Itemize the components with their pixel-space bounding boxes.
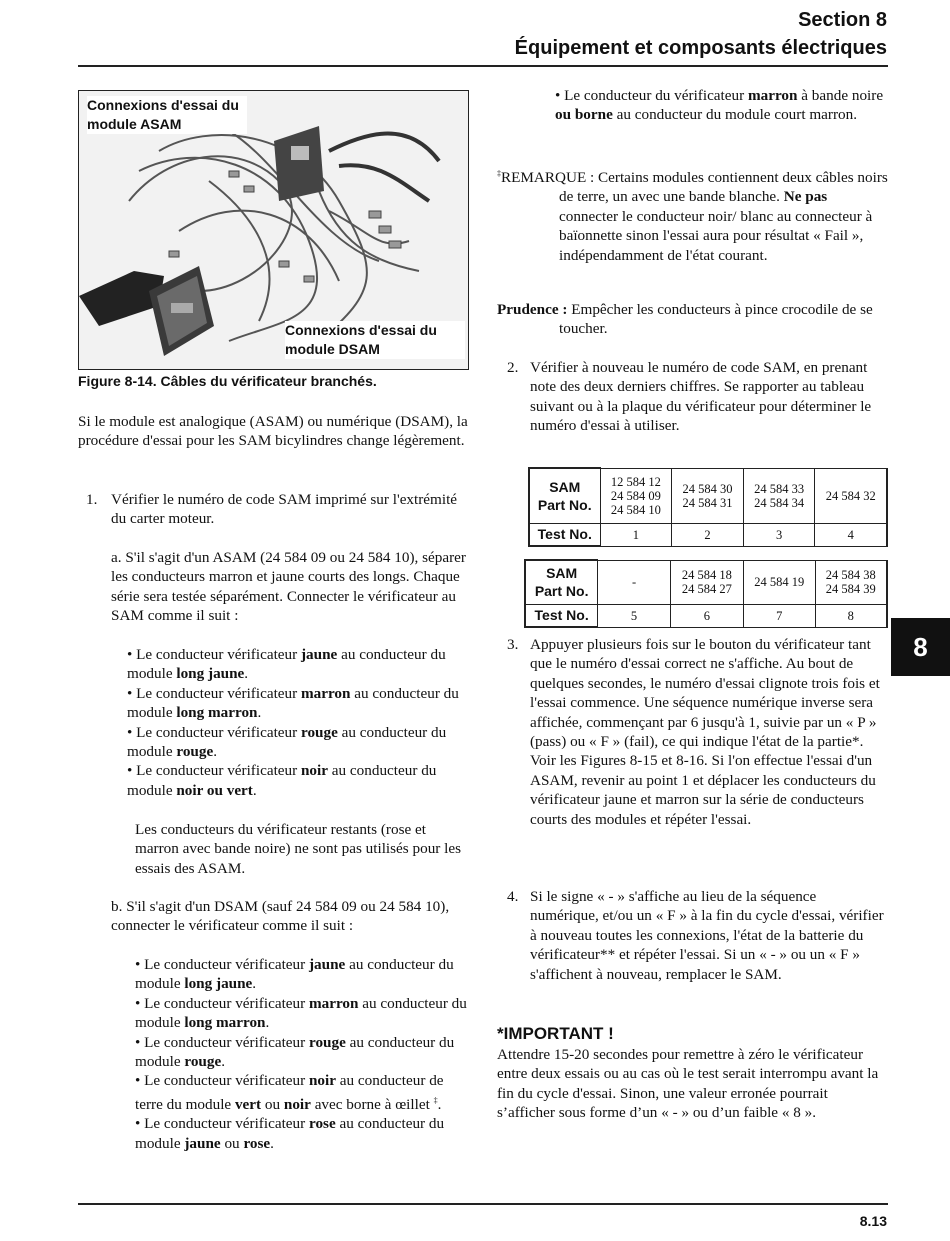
test-cell: 7 xyxy=(744,604,815,627)
dsam-bullet: • Le conducteur vérificateur marron au conducteur du module long marron. xyxy=(135,994,467,1032)
test-cell: 2 xyxy=(672,523,744,546)
test-cell: 8 xyxy=(815,604,887,627)
step2-text: Vérifier à nouveau le numéro de code SAM, en prenant note des deux derniers chiffres. Se rapporter au tableau suivant ou à la plaque du vérificateur pour déterminer le numéro d'essai à utiliser. xyxy=(530,359,872,435)
step4-number: 4. xyxy=(507,888,519,905)
step2-number: 2. xyxy=(507,359,519,376)
page-number: 8.13 xyxy=(859,1213,887,1229)
dsam-bullet: • Le conducteur vérificateur rouge au conducteur du module rouge. xyxy=(135,1033,455,1071)
prudence-note: Prudence : Empêcher les conducteurs à pince crocodile de se toucher. xyxy=(497,301,873,338)
remarque-note: ‡REMARQUE : Certains modules contiennent deux câbles noirs de terre, un avec une bande blanche. Ne pas connecter le conducteur noir/ blanc au connecteur à baïonnette sinon l'essai aura pour résultat « Fail », indépendamment de l'état courant. xyxy=(497,169,888,264)
section-tab: 8 xyxy=(891,618,950,676)
label-asam: Connexions d'essai du module ASAM xyxy=(87,96,247,134)
test-cell: 1 xyxy=(600,523,672,546)
section-number: Section 8 xyxy=(798,9,887,31)
label-dsam: Connexions d'essai du module DSAM xyxy=(285,321,465,359)
marron-bullet: • Le conducteur du vérificateur marron à bande noire ou borne au conducteur du module court marron. xyxy=(555,87,884,124)
step3-number: 3. xyxy=(507,636,519,653)
sam-table-2 xyxy=(524,559,888,628)
part-cell: 24 584 32 xyxy=(815,468,887,523)
step1-text: Vérifier le numéro de code SAM imprimé sur l'extrémité du carter moteur. xyxy=(111,491,458,528)
page-header xyxy=(515,6,887,62)
figure-photo xyxy=(78,90,469,370)
section-title: Équipement et composants électriques xyxy=(514,37,887,59)
step4-text: Si le signe « - » s'affiche au lieu de la séquence numérique, et/ou un « F » à la fin du cycle d'essai, vérifier à nouveau toutes les connexions, l'état de la batterie du vérificateur** et répéter l'essai. Si un « - » ou un « F » s'affichent à nouveau, remplacer le SAM. xyxy=(530,888,884,983)
step1a-text: a. S'il s'agit d'un ASAM (24 584 09 ou 24 584 10), séparer les conducteurs marron et jaune courts des longs. Chaque série sera testée séparément. Connecter le vérificateur au SAM comme il suit : xyxy=(111,549,466,625)
test-no-header: Test No. xyxy=(529,523,600,546)
part-cell: 24 584 33 24 584 34 xyxy=(743,468,815,523)
step3-text: Appuyer plusieurs fois sur le bouton du vérificateur tant que le numéro d'essai correct ne s'affiche. Au bout de quelques secondes, le numéro d'essai clignote trois fois et l'essai commence. Une séquence numérique inverse sera affichée, commençant par 6 jusqu'à 1, suivie par un « P » (pass) ou « F » (fail), ce qui indique l'état de la partie*. Voir les Figures 8-15 et 8-16. Si l'on effectue l'essai d'un ASAM, revenir au point 1 et déplacer les conducteurs du vérificateur jaune et marron sur la série de conducteurs courts des modules et répéter l'essai. xyxy=(530,636,880,828)
part-cell: 12 584 12 24 584 09 24 584 10 xyxy=(600,468,672,523)
footer-rule xyxy=(78,1203,888,1205)
asam-bullet: • Le conducteur vérificateur marron au conducteur du module long marron. xyxy=(127,684,459,722)
step1-number: 1. xyxy=(86,491,98,508)
dsam-bullet: • Le conducteur vérificateur noir au conducteur de terre du module vert ou noir avec borne à œillet ‡. xyxy=(135,1072,444,1113)
dsam-bullet: • Le conducteur vérificateur rose au conducteur du module jaune ou rose. xyxy=(135,1115,445,1152)
asam-connections xyxy=(127,645,467,800)
part-cell: 24 584 30 24 584 31 xyxy=(672,468,744,523)
dsam-bullet: • Le conducteur vérificateur jaune au conducteur du module long jaune. xyxy=(135,956,454,993)
step1b-text: b. S'il s'agit d'un DSAM (sauf 24 584 09 ou 24 584 10), connecter le vérificateur comme il suit : xyxy=(111,898,450,935)
part-cell: - xyxy=(598,560,670,604)
figure-caption: Figure 8-14. Câbles du vérificateur branchés. xyxy=(78,373,377,389)
intro-paragraph: Si le module est analogique (ASAM) ou numérique (DSAM), la procédure d'essai pour les SAM bicylindres change légèrement. xyxy=(78,413,468,450)
test-cell: 3 xyxy=(743,523,815,546)
test-no-header: Test No. xyxy=(525,604,598,627)
part-cell: 24 584 19 xyxy=(744,560,815,604)
test-cell: 4 xyxy=(815,523,887,546)
part-cell: 24 584 18 24 584 27 xyxy=(670,560,743,604)
header-rule xyxy=(78,65,888,67)
test-cell: 5 xyxy=(598,604,670,627)
sam-table-1 xyxy=(528,467,888,547)
important-text: Attendre 15-20 secondes pour remettre à zéro le vérificateur entre deux essais ou au cas où le test serait interrompu avant la fin du cycle d'essai. Sinon, une valeur erronée pourrait s’afficher sous forme d’un « - » ou d’un faible « 8 ». xyxy=(497,1046,879,1122)
part-no-header: SAM Part No. xyxy=(529,468,600,523)
remaining-leads-note: Les conducteurs du vérificateur restants (rose et marron avec bande noire) ne sont pas utilisés pour les essais des ASAM. xyxy=(135,821,462,877)
part-no-header: SAM Part No. xyxy=(525,560,598,604)
asam-bullet: • Le conducteur vérificateur rouge au conducteur du module rouge. xyxy=(127,723,447,761)
part-cell: 24 584 38 24 584 39 xyxy=(815,560,887,604)
asam-bullet: • Le conducteur vérificateur noir au conducteur du module noir ou vert. xyxy=(127,762,437,799)
dsam-connections xyxy=(135,955,475,1153)
asam-bullet: • Le conducteur vérificateur jaune au conducteur du module long jaune. xyxy=(127,646,446,683)
important-heading: *IMPORTANT ! xyxy=(497,1024,614,1043)
test-cell: 6 xyxy=(670,604,743,627)
